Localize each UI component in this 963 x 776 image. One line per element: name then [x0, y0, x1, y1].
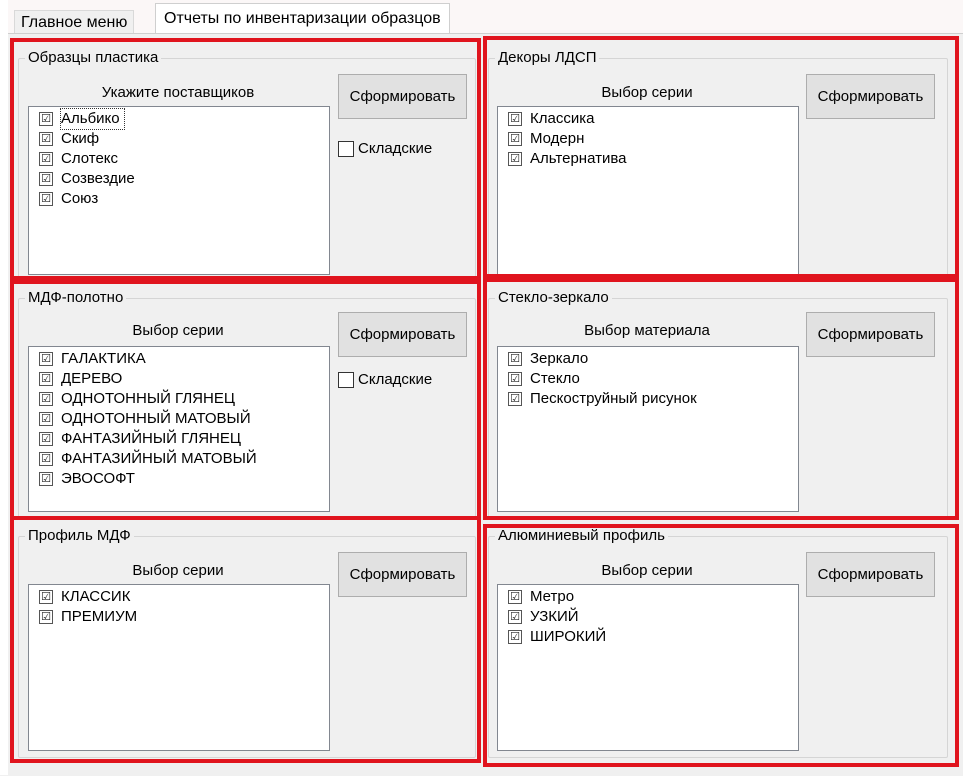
groupbox-title: МДФ-полотно: [25, 289, 126, 307]
list-item[interactable]: [498, 369, 798, 389]
groupbox-title: Образцы пластика: [25, 49, 161, 67]
list-item[interactable]: [29, 587, 329, 607]
list-title: Выбор серии: [601, 562, 693, 579]
series-listbox[interactable]: [28, 584, 330, 751]
list-item[interactable]: [29, 429, 329, 449]
checked-checkbox-icon[interactable]: ☑: [39, 472, 53, 486]
material-listbox[interactable]: [497, 346, 799, 512]
list-title: Укажите поставщиков: [101, 84, 255, 101]
list-item-label: ФАНТАЗИЙНЫЙ ГЛЯНЕЦ: [61, 430, 241, 447]
checkbox-label: Складские: [358, 140, 433, 157]
list-item-label: Стекло: [530, 370, 580, 387]
checked-checkbox-icon[interactable]: ☑: [508, 610, 522, 624]
list-title: Выбор серии: [132, 562, 224, 579]
series-listbox[interactable]: [28, 346, 330, 512]
list-item-label: ОДНОТОННЫЙ ГЛЯНЕЦ: [61, 390, 235, 407]
list-item-label: Классика: [530, 110, 595, 127]
groupbox-title: Алюминиевый профиль: [495, 527, 668, 545]
tab-content: [8, 33, 963, 776]
list-title: Выбор серии: [132, 322, 224, 339]
list-item-label: КЛАССИК: [61, 588, 131, 605]
list-item-label: Зеркало: [530, 350, 589, 367]
panel-ldsp: [484, 46, 956, 278]
checkbox-label: Складские: [358, 371, 433, 388]
checked-checkbox-icon[interactable]: ☑: [39, 132, 53, 146]
series-listbox[interactable]: [497, 106, 799, 275]
list-item-label: ДЕРЕВО: [61, 370, 123, 387]
generate-ldsp-button[interactable]: Сформировать: [806, 74, 935, 119]
checked-checkbox-icon[interactable]: ☑: [39, 452, 53, 466]
list-item[interactable]: [498, 607, 798, 627]
list-item-label: ПРЕМИУМ: [61, 608, 138, 625]
checked-checkbox-icon[interactable]: ☑: [39, 192, 53, 206]
warehouse-checkbox[interactable]: [338, 140, 432, 157]
list-item-label: Пескоструйный рисунок: [530, 390, 697, 407]
checked-checkbox-icon[interactable]: ☑: [508, 392, 522, 406]
checked-checkbox-icon[interactable]: ☑: [39, 112, 53, 126]
checked-checkbox-icon[interactable]: ☑: [39, 432, 53, 446]
list-item-label: Метро: [530, 588, 575, 605]
list-item[interactable]: [498, 149, 798, 169]
list-item[interactable]: [29, 189, 329, 209]
list-item[interactable]: [29, 469, 329, 489]
list-item-label: ГАЛАКТИКА: [61, 350, 146, 367]
list-item[interactable]: [29, 449, 329, 469]
list-title: Выбор материала: [584, 322, 710, 339]
suppliers-listbox[interactable]: [28, 106, 330, 275]
generate-plastic-button[interactable]: Сформировать: [338, 74, 467, 119]
series-listbox[interactable]: [497, 584, 799, 751]
groupbox-title: Декоры ЛДСП: [495, 49, 599, 67]
checked-checkbox-icon[interactable]: ☑: [508, 112, 522, 126]
tab-inventory-reports[interactable]: Отчеты по инвентаризации образцов: [155, 3, 450, 34]
generate-mdf-profile-button[interactable]: Сформировать: [338, 552, 467, 597]
checkbox-box[interactable]: [338, 141, 354, 157]
checked-checkbox-icon[interactable]: ☑: [39, 352, 53, 366]
list-item-label: ОДНОТОННЫЙ МАТОВЫЙ: [61, 410, 251, 427]
list-item[interactable]: [498, 129, 798, 149]
checked-checkbox-icon[interactable]: ☑: [39, 172, 53, 186]
list-item[interactable]: [498, 627, 798, 647]
checked-checkbox-icon[interactable]: ☑: [508, 372, 522, 386]
tab-main-menu[interactable]: Главное меню: [14, 10, 134, 34]
checked-checkbox-icon[interactable]: ☑: [39, 412, 53, 426]
checkbox-box[interactable]: [338, 372, 354, 388]
list-item[interactable]: [29, 369, 329, 389]
checked-checkbox-icon[interactable]: ☑: [508, 132, 522, 146]
list-item-label: Союз: [61, 190, 99, 207]
list-item-label: Альтернатива: [530, 150, 627, 167]
panel-mdf-profile: [14, 522, 482, 756]
groupbox-title: Профиль МДФ: [25, 527, 134, 545]
checked-checkbox-icon[interactable]: ☑: [508, 630, 522, 644]
list-item-label: ШИРОКИЙ: [530, 628, 607, 645]
checked-checkbox-icon[interactable]: ☑: [39, 372, 53, 386]
list-item[interactable]: [498, 389, 798, 409]
list-item[interactable]: [29, 109, 329, 129]
generate-mdf-sheet-button[interactable]: Сформировать: [338, 312, 467, 357]
list-item[interactable]: [29, 409, 329, 429]
checked-checkbox-icon[interactable]: ☑: [508, 352, 522, 366]
list-item-label: Созвездие: [61, 170, 135, 187]
checked-checkbox-icon[interactable]: ☑: [39, 152, 53, 166]
generate-glass-button[interactable]: Сформировать: [806, 312, 935, 357]
list-item-label: Слотекс: [61, 150, 119, 167]
list-item-label: Модерн: [530, 130, 585, 147]
generate-alu-profile-button[interactable]: Сформировать: [806, 552, 935, 597]
list-item-label: УЗКИЙ: [530, 608, 579, 625]
list-item-label: Скиф: [61, 130, 100, 147]
checked-checkbox-icon[interactable]: ☑: [508, 590, 522, 604]
list-item[interactable]: [29, 129, 329, 149]
panel-glass: [484, 284, 956, 516]
list-item-label: Альбико: [61, 109, 124, 129]
list-item-label: ЭВОСОФТ: [61, 470, 135, 487]
list-item[interactable]: [498, 109, 798, 129]
list-title: Выбор серии: [601, 84, 693, 101]
checked-checkbox-icon[interactable]: ☑: [508, 152, 522, 166]
list-item[interactable]: [29, 349, 329, 369]
checked-checkbox-icon[interactable]: ☑: [39, 610, 53, 624]
checked-checkbox-icon[interactable]: ☑: [39, 392, 53, 406]
panel-alu-profile: [484, 522, 956, 756]
list-item-label: ФАНТАЗИЙНЫЙ МАТОВЫЙ: [61, 450, 257, 467]
list-item[interactable]: [498, 349, 798, 369]
list-item[interactable]: [498, 587, 798, 607]
checked-checkbox-icon[interactable]: ☑: [39, 590, 53, 604]
panel-plastic: [14, 46, 482, 278]
list-item[interactable]: [29, 389, 329, 409]
list-item[interactable]: [29, 169, 329, 189]
list-item[interactable]: [29, 607, 329, 627]
list-item[interactable]: [29, 149, 329, 169]
groupbox-title: Стекло-зеркало: [495, 289, 612, 307]
panel-mdf-sheet: [14, 284, 482, 516]
warehouse-checkbox[interactable]: [338, 371, 432, 388]
tab-bar: [8, 0, 963, 35]
